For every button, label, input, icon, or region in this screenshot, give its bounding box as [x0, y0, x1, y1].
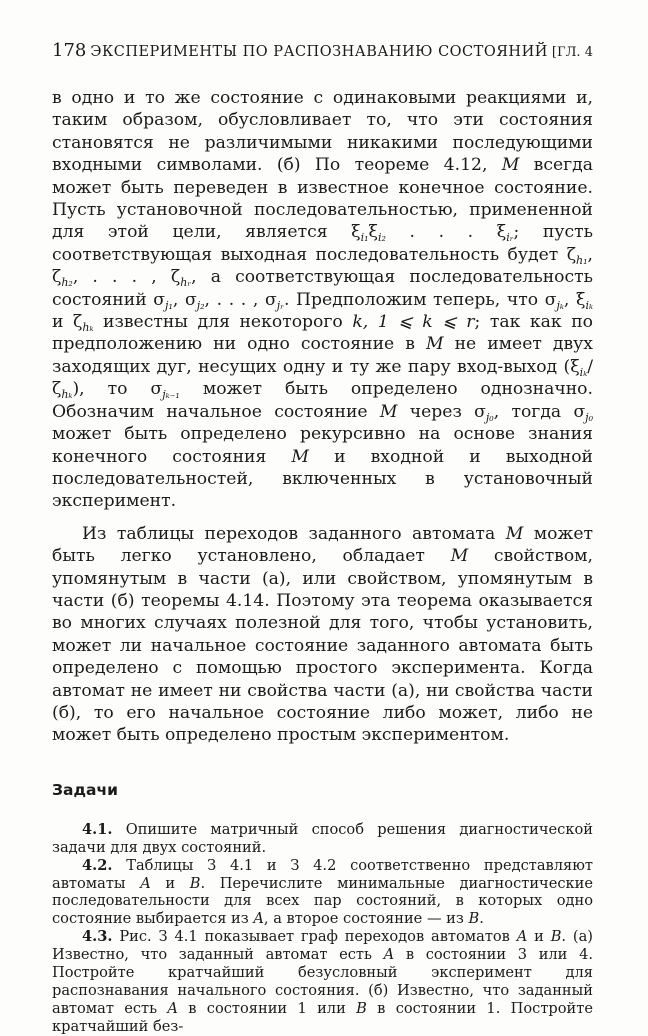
task-item: 4.2. Таблицы З 4.1 и З 4.2 соответственно представляют автоматы A и B. Перечислите минимальные диагностические последовательности для всех пар состояний, в которых одно состояние выбирается из A, а второе состояние — из B. — [52, 856, 593, 928]
math-M: M — [379, 401, 398, 422]
math-zeta-sequence: $\zeta_{h_1}$, $\zeta_{h_2}$, . . . , $\zeta_{hᵣ}$ — [52, 244, 593, 290]
math-M: M — [291, 446, 310, 467]
text-run: , а соответствующая последовательность состояний — [52, 267, 593, 310]
text-run: может быть легко установлено, обладает — [52, 523, 593, 567]
math-sigma-sequence: $\sigma_{j_1}$, $\sigma_{j_2}$, . . . , $\sigma_{jᵣ}$ — [153, 289, 284, 312]
running-title: ЭКСПЕРИМЕНТЫ ПО РАСПОЗНАВАНИЮ СОСТОЯНИЙ — [90, 44, 548, 60]
page-number: 178 — [52, 40, 87, 61]
task-text: Опишите матричный способ решения диагностической задачи для двух состояний. — [52, 820, 593, 856]
task-item: 4.3. Рис. З 4.1 показывает граф переходов автоматов A и B. (а) Известно, что заданный автомат есть A в состоянии 3 или 4. Постройте кратчайший безусловный эксперимент для распознавания начального состояния. (б) Известно, что заданный автомат есть A в состоянии 1 или B в состоянии 1. Постройте кратчайший без- — [52, 928, 593, 1035]
running-header — [52, 40, 593, 61]
text-run: не имеет двух заходящих дуг, несущих одну и ту же пару вход-выход — [52, 334, 593, 377]
text-run: и входной и выходной последовательностей, включенных в установочный эксперимент. — [52, 446, 593, 512]
math-sigma-j0: $\sigma_{j_0}$ — [474, 401, 494, 424]
text-run: , тогда — [493, 401, 574, 422]
text-run: может быть определено рекурсивно на основе знания конечного состояния — [52, 424, 593, 467]
task-number: 4.1. — [82, 820, 113, 838]
text-run: через — [397, 401, 475, 422]
text-run: в одно и то же состояние с одинаковыми реакциями и, таким образом, обусловливает то, что эти состояния становятся не различимыми никакими последующими входными символами. (б) По теореме 4.12, — [52, 88, 593, 176]
tasks-list — [52, 821, 593, 1036]
text-run: , то — [79, 379, 151, 400]
main-text — [52, 87, 593, 747]
text-run: Из таблицы переходов заданного автомата — [82, 523, 506, 544]
math-io-pair: $(\xi_{i_k}/\zeta_{h_k})$ — [52, 356, 593, 402]
math-sigma-j0: $\sigma_{j_0}$ — [573, 401, 593, 424]
math-M: M — [425, 334, 444, 355]
paragraph — [52, 87, 593, 513]
math-M: M — [501, 155, 520, 176]
math-k-range: k, 1 ⩽ k ⩽ r — [352, 312, 475, 333]
text-run: . Предположим теперь, что — [283, 289, 545, 310]
text-run: ; пусть соответствующая выходная последовательность будет — [52, 222, 593, 265]
text-run: всегда может быть переведен в известное конечное состояние. Пусть установочной последовательностью, примененной для этой цели, является — [52, 155, 593, 243]
math-M: M — [505, 523, 524, 544]
math-sigma-jk-1: $\sigma_{j_{k-1}}$ — [150, 379, 180, 402]
math-M: M — [450, 546, 469, 567]
math-sigma-jk: $\sigma_{j_k}$, — [544, 289, 576, 312]
chapter-marker: [ГЛ. 4 — [551, 45, 593, 60]
book-page — [52, 40, 593, 1036]
text-run: и — [52, 312, 74, 333]
task-number: 4.2. — [82, 856, 113, 874]
task-number: 4.3. — [82, 928, 113, 946]
math-xi-sequence: $\xi_{i_1}\xi_{i_2}$ . . . $\xi_{iᵣ}$ — [351, 222, 514, 245]
text-run: может быть определено однозначно. Обозначим начальное состояние — [52, 379, 593, 422]
paragraph — [52, 523, 593, 747]
math-xi-ik: $\xi_{i_k}$ — [575, 289, 593, 312]
text-run: свойством, упомянутым в части (а), или свойством, упомянутым в части (б) теоремы 4.14. Поэтому эта теорема оказывается во многих случаях полезной для того, чтобы установить, может ли начальное состояние заданного автомата быть определено с помощью простого эксперимента. Когда автомат не имеет ни свойства части (а), ни свойства части (б), то его начальное состояние либо может, либо не может быть определено простым экспериментом. — [52, 546, 594, 746]
text-run: ; так как по предположению ни одно состояние в — [52, 312, 593, 355]
math-zeta-hk: $\zeta_{h_k}$ — [73, 312, 94, 335]
task-item — [52, 821, 593, 857]
section-heading: Задачи — [52, 780, 118, 799]
text-run: известны для некоторого — [93, 312, 353, 333]
